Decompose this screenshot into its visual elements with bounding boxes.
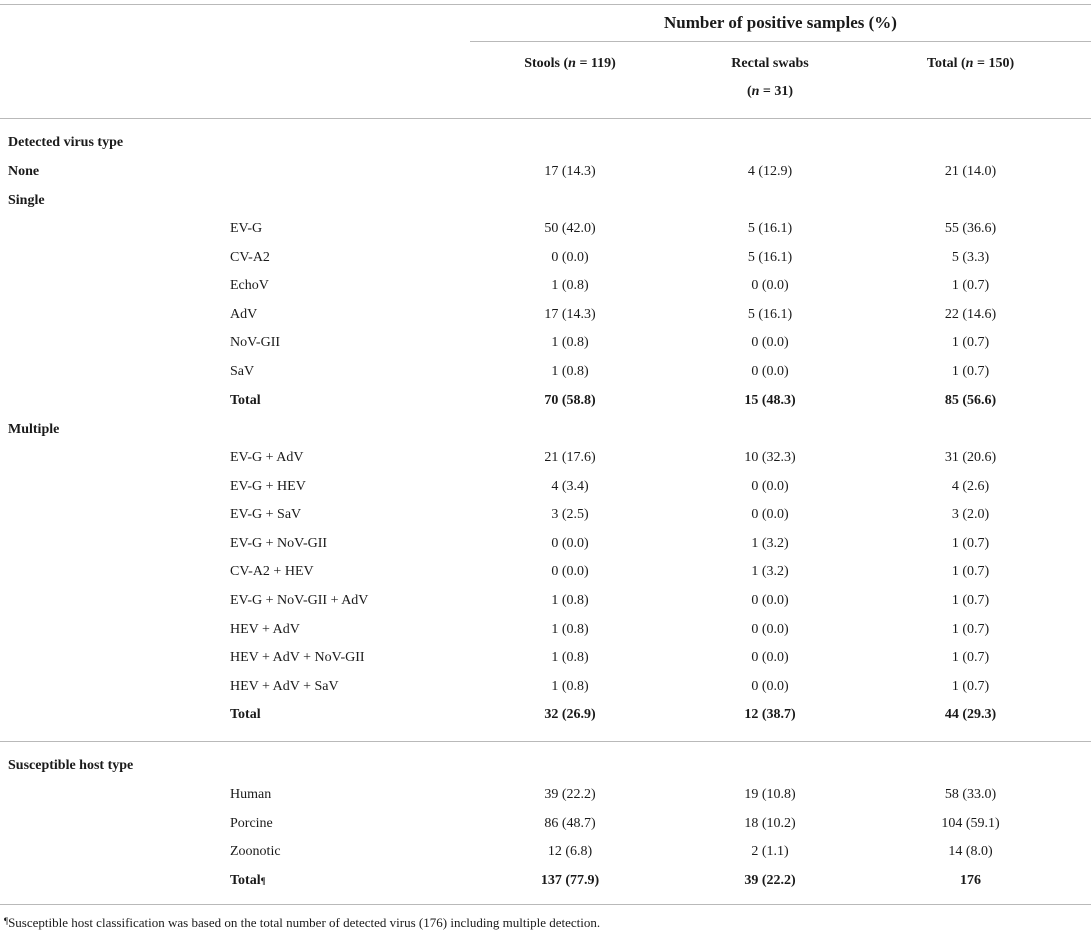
cell-host-total-stools: 137 (77.9) [540,873,600,888]
cell-rectal-swabs: 19 (10.8) [744,787,796,802]
row-label: SaV [230,364,255,379]
cell-rectal-swabs: 12 (38.7) [744,707,796,723]
row-label: Zoonotic [230,844,281,860]
cell-total: 1 (0.7) [951,335,990,351]
cell-stools: 1 (0.8) [551,621,589,637]
cell-rectal-swabs: 0 (0.0) [751,478,789,494]
section-none: None [8,164,40,179]
cell-rectal-swabs: 0 (0.0) [751,678,789,694]
cell-rectal-swabs: 1 (3.2) [751,564,789,580]
col-header-total: Total (n = 150) [926,56,1015,71]
col-header-rectal-swabs: Rectal swabs (n = 31) [731,56,809,99]
cell-host-total-rectal: 39 (22.2) [744,873,796,888]
cell-stools: 1 (0.8) [551,593,589,608]
row-label: NoV-GII [230,335,281,351]
cell-rectal-swabs: 0 (0.0) [751,621,789,637]
rule-under-header [0,118,1091,119]
row-label: HEV + AdV + NoV-GII [230,650,365,666]
cell-rectal-swabs: 5 (16.1) [747,249,793,265]
row-label: EV-G + NoV-GII [230,535,328,551]
cell-stools: 39 (22.2) [544,787,596,802]
cell-total: 44 (29.3) [944,707,997,723]
cell-total: 14 (8.0) [948,844,993,860]
cell-rectal-swabs: 0 (0.0) [751,335,789,351]
cell-stools: 1 (0.8) [551,278,589,294]
cell-rectal-swabs: 15 (48.3) [744,392,796,408]
rule-under-group-header [470,41,1091,42]
row-label: EV-G [230,221,263,236]
group-header: Number of positive samples (%) [664,13,897,32]
cell-stools: 0 (0.0) [551,564,589,580]
cell-total: 58 (33.0) [944,787,997,802]
cell-total: 104 (59.1) [941,815,1000,831]
cell-stools: 1 (0.8) [551,650,589,666]
cell-total: 1 (0.7) [951,535,990,551]
rule-before-host [0,741,1091,742]
cell-total: 1 (0.7) [951,650,990,666]
row-label: HEV + AdV [230,621,300,637]
col-header-stools: Stools (n = 119) [524,56,616,71]
section-single: Single [8,193,45,208]
row-label: CV-A2 + HEV [230,564,314,580]
cell-rectal-swabs: 0 (0.0) [751,278,789,294]
cell-rectal-swabs: 5 (16.1) [747,221,793,236]
cell-stools: 1 (0.8) [551,678,589,694]
row-label: CV-A2 [230,249,270,265]
section-detected-virus-type: Detected virus type [8,135,124,150]
cell-rectal-swabs: 0 (0.0) [751,507,789,523]
section-susceptible-host-type: Susceptible host type [8,758,134,773]
host-total-label: Total¶ [230,873,266,888]
footnote: ¶Susceptible host classification was based on the total number of detected virus (176) including multiple detection. [4,915,601,930]
cell-stools: 4 (3.4) [551,478,589,494]
cell-none-total: 21 (14.0) [944,164,997,179]
cell-total: 3 (2.0) [951,507,990,523]
cell-rectal-swabs: 0 (0.0) [751,364,789,379]
cell-total: 1 (0.7) [951,621,990,637]
rule-top [0,4,1091,5]
cell-stools: 1 (0.8) [551,335,589,351]
cell-rectal-swabs: 10 (32.3) [744,450,796,465]
cell-rectal-swabs: 2 (1.1) [751,844,789,860]
row-label: EV-G + HEV [230,478,306,494]
row-label: EV-G + NoV-GII + AdV [230,593,369,608]
row-label: HEV + AdV + SaV [230,678,339,694]
cell-stools: 0 (0.0) [551,249,589,265]
row-label: EV-G + SaV [230,507,302,523]
rule-bottom [0,904,1091,905]
row-label: Total [230,392,261,408]
cell-stools: 3 (2.5) [551,507,589,523]
cell-host-total-total: 176 [960,873,981,888]
row-label: EchoV [230,278,269,294]
cell-total: 1 (0.7) [951,564,990,580]
row-label: EV-G + AdV [230,450,304,465]
cell-stools: 32 (26.9) [544,707,596,723]
cell-total: 5 (3.3) [951,249,990,265]
cell-total: 1 (0.7) [951,678,990,694]
row-label: AdV [230,306,258,322]
cell-total: 1 (0.7) [951,364,990,379]
cell-total: 1 (0.7) [951,278,990,294]
cell-total: 31 (20.6) [944,450,997,465]
cell-stools: 21 (17.6) [544,450,596,465]
row-label: Human [230,787,272,802]
cell-rectal-swabs: 0 (0.0) [751,593,789,608]
cell-stools: 50 (42.0) [544,221,596,236]
cell-total: 1 (0.7) [951,593,990,608]
cell-total: 22 (14.6) [944,306,997,322]
cell-rectal-swabs: 1 (3.2) [751,535,789,551]
cell-total: 85 (56.6) [944,392,997,408]
cell-none-stools: 17 (14.3) [544,164,596,179]
cell-stools: 86 (48.7) [544,815,596,831]
cell-total: 55 (36.6) [944,221,997,236]
section-multiple: Multiple [8,422,60,437]
cell-stools: 70 (58.8) [544,392,596,408]
cell-rectal-swabs: 5 (16.1) [747,306,793,322]
row-label: Total [230,707,261,723]
cell-rectal-swabs: 0 (0.0) [751,650,789,666]
cell-stools: 12 (6.8) [547,844,593,860]
cell-stools: 17 (14.3) [544,306,596,322]
cell-stools: 0 (0.0) [551,535,589,551]
cell-none-rectal: 4 (12.9) [747,164,793,179]
cell-stools: 1 (0.8) [551,364,589,379]
cell-total: 4 (2.6) [951,478,990,494]
cell-rectal-swabs: 18 (10.2) [744,815,796,831]
row-label: Porcine [230,815,273,831]
